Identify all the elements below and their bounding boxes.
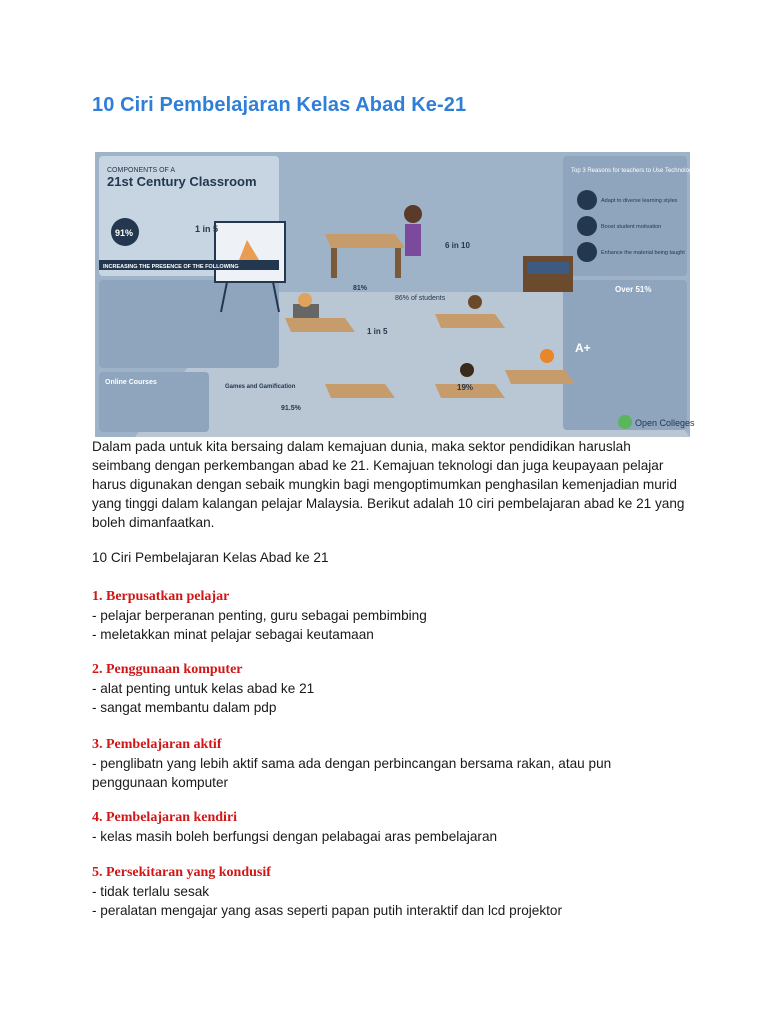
item-line: - sangat membantu dalam pdp (92, 700, 277, 715)
stat-1-in-5-b: 1 in 5 (367, 327, 388, 336)
grade-a-plus: A+ (575, 341, 591, 355)
reason-2: Boost student motivation (601, 224, 662, 230)
stat-6-in-10: 6 in 10 (445, 241, 470, 250)
reason-1: Adapt to diverse learning styles (601, 198, 678, 204)
list-subheading: 10 Ciri Pembelajaran Kelas Abad ke 21 (92, 550, 329, 565)
infographic-illustration (95, 152, 742, 437)
stat-81: 81% (353, 285, 368, 292)
infographic-heading-prefix: COMPONENTS OF A (107, 167, 176, 174)
item-line: - tidak terlalu sesak (92, 884, 210, 899)
stat-915: 91.5% (281, 405, 301, 412)
item-line: - meletakkan minat pelajar sebagai keutamaan (92, 627, 374, 642)
item-line: - peralatan mengajar yang asas seperti papan putih interaktif dan lcd projektor (92, 903, 563, 918)
reason-3: Enhance the material being taught (601, 250, 685, 256)
list-item (92, 808, 712, 846)
item-title: 5. Persekitaran yang kondusif (92, 865, 271, 880)
infographic-heading: 21st Century Classroom (107, 174, 257, 189)
increasing-banner: INCREASING THE PRESENCE OF THE FOLLOWING (103, 264, 239, 270)
intro-paragraph: Dalam pada untuk kita bersaing dalam kemajuan dunia, maka sektor pendidikan haruslah seimbang dengan perkembangan abad ke 21. Kemajuan teknologi dan juga keupayaan pelajar harus digunakan dengan sebaik mungkin bagi mengoptimumkan penghasilan kemenjadian murid yang tinggi dalam kalangan pelajar Malaysia. Berikut adalah 10 ciri pembelajaran abad ke 21 yang boleh dimanfaatkan. (92, 439, 685, 530)
infographic-image (95, 152, 742, 437)
item-title: 4. Pembelajaran kendiri (92, 810, 238, 825)
games-label: Games and Gamification (225, 384, 296, 390)
stat-19: 19% (457, 383, 474, 392)
online-courses-label: Online Courses (105, 379, 157, 386)
item-line: - kelas masih boleh berfungsi dengan pelabagai aras pembelajaran (92, 829, 498, 844)
page-title: 10 Ciri Pembelajaran Kelas Abad Ke-21 (92, 94, 467, 116)
stat-51: Over 51% (615, 285, 652, 294)
logo-text: Open Colleges (635, 418, 695, 428)
item-line: - pelajar berperanan penting, guru sebagai pembimbing (92, 608, 427, 623)
list-item (92, 863, 712, 920)
list-item (92, 587, 712, 644)
item-title: 3. Pembelajaran aktif (92, 737, 222, 752)
item-line: - penglibatn yang lebih aktif sama ada dengan perbincangan bersama rakan, atau pun (92, 756, 612, 771)
badge-percent: 91% (115, 228, 134, 238)
stat-86: 86% of students (395, 295, 446, 302)
list-item (92, 735, 712, 792)
item-line: - alat penting untuk kelas abad ke 21 (92, 681, 315, 696)
stat-one-in-five: 1 in 5 (195, 224, 219, 234)
item-title: 1. Berpusatkan pelajar (92, 589, 230, 604)
list-item (92, 660, 712, 717)
item-title: 2. Penggunaan komputer (92, 662, 243, 677)
item-line: penggunaan komputer (92, 775, 229, 790)
right-title: Top 3 Reasons for teachers to Use Technology in the Classroom (571, 168, 742, 174)
